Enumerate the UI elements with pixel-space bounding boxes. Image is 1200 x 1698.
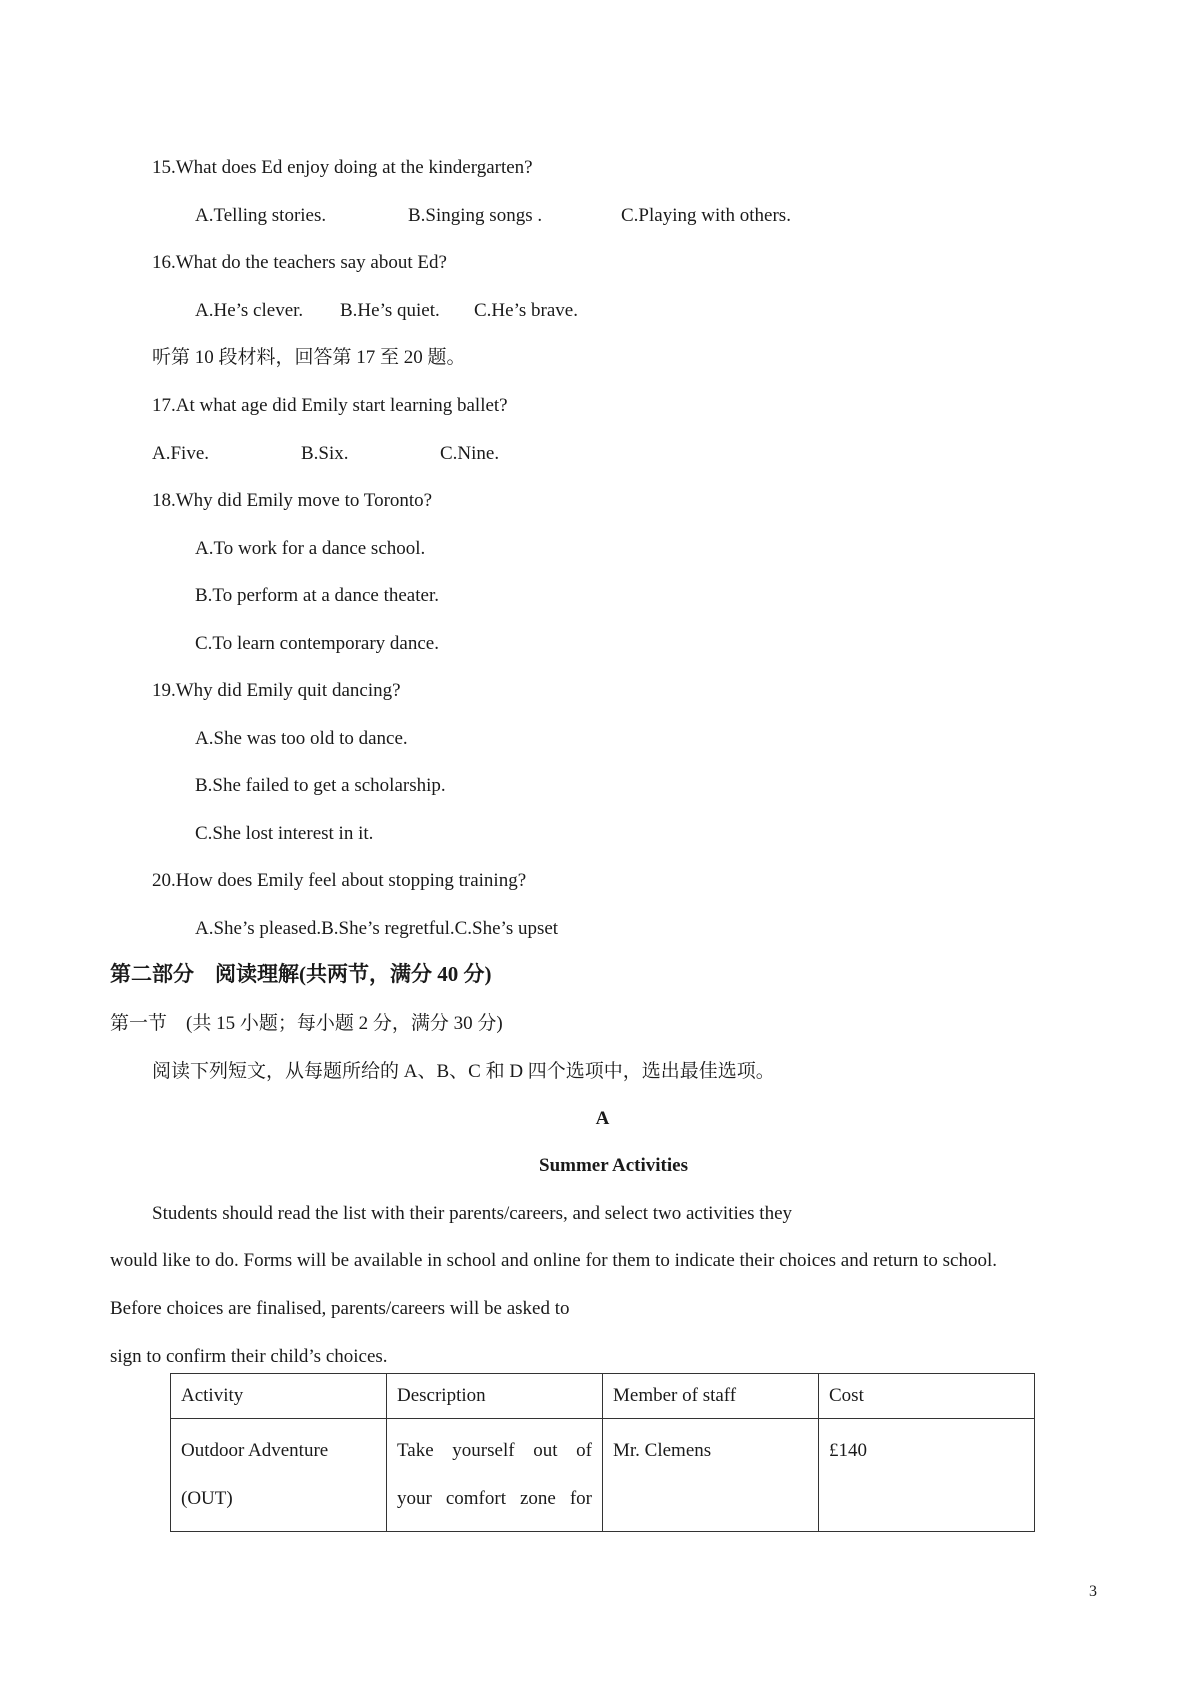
option-19-a: A.She was too old to dance.	[195, 728, 408, 749]
question-number: 15.	[152, 157, 176, 178]
question-15-stem	[152, 156, 533, 180]
option-18-c: C.To learn contemporary dance.	[195, 633, 439, 654]
listening-instruction: 听第 10 段材料，回答第 17 至 20 题。	[152, 347, 466, 368]
description-line: your comfort zone for	[397, 1488, 592, 1509]
passage-letter: A	[595, 1108, 610, 1129]
question-number: 18.	[152, 490, 176, 511]
option-16-a: A.He’s clever.	[195, 300, 304, 321]
option-19-b: B.She failed to get a scholarship.	[195, 775, 446, 796]
cell-activity	[171, 1419, 387, 1532]
question-text: Why did Emily quit dancing?	[175, 680, 401, 701]
cell-cost: £140	[819, 1419, 1035, 1532]
passage-title: Summer Activities	[539, 1155, 688, 1176]
question-text: Why did Emily move to Toronto?	[175, 490, 433, 511]
part2-heading: 第二部分 阅读理解(共两节，满分 40 分)	[110, 962, 492, 986]
table-row	[171, 1419, 1035, 1532]
option-20-inline: A.She’s pleased.B.She’s regretful.C.She’s upset	[195, 918, 559, 939]
question-17-stem	[152, 394, 508, 418]
page-number: 3	[1089, 1583, 1097, 1600]
question-18-stem	[152, 489, 432, 513]
option-18-a: A.To work for a dance school.	[195, 538, 426, 559]
activity-line: Outdoor Adventure	[181, 1440, 329, 1461]
question-number: 19.	[152, 680, 176, 701]
option-15-a: A.Telling stories.	[195, 205, 327, 226]
option-15-b: B.Singing songs .	[408, 205, 543, 226]
question-text: What does Ed enjoy doing at the kindergarten?	[175, 157, 533, 178]
header-cost: Cost	[819, 1374, 1035, 1419]
passage-line-2: would like to do. Forms will be available in school and online for them to indicate their choices and return to school.	[110, 1250, 997, 1271]
table-header-row	[171, 1374, 1035, 1419]
passage-line-4: sign to confirm their child’s choices.	[110, 1346, 388, 1367]
question-text: At what age did Emily start learning ballet?	[175, 395, 508, 416]
reading-instruction: 阅读下列短文，从每题所给的 A、B、C 和 D 四个选项中，选出最佳选项。	[152, 1061, 775, 1082]
passage-line-3: Before choices are finalised, parents/careers will be asked to	[110, 1298, 570, 1319]
option-16-c: C.He’s brave.	[474, 300, 578, 321]
header-member-of-staff: Member of staff	[603, 1374, 819, 1419]
option-17-b: B.Six.	[301, 443, 349, 464]
question-19-stem	[152, 679, 401, 703]
option-16-b: B.He’s quiet.	[340, 300, 440, 321]
question-16-stem	[152, 251, 447, 275]
option-17-a: A.Five.	[152, 443, 209, 464]
question-number: 17.	[152, 395, 176, 416]
cell-description	[387, 1419, 603, 1532]
passage-line-1: Students should read the list with their parents/careers, and select two activities they	[152, 1203, 793, 1224]
option-15-c: C.Playing with others.	[621, 205, 791, 226]
option-18-b: B.To perform at a dance theater.	[195, 585, 439, 606]
description-line: Take yourself out of	[397, 1440, 592, 1461]
question-number: 20.	[152, 870, 176, 891]
question-20-stem	[152, 869, 526, 893]
header-activity: Activity	[171, 1374, 387, 1419]
option-17-c: C.Nine.	[440, 443, 500, 464]
question-text: What do the teachers say about Ed?	[175, 252, 447, 273]
cell-member-of-staff: Mr. Clemens	[603, 1419, 819, 1532]
option-19-c: C.She lost interest in it.	[195, 823, 374, 844]
question-number: 16.	[152, 252, 176, 273]
activities-table	[170, 1373, 1035, 1532]
question-text: How does Emily feel about stopping training?	[175, 870, 527, 891]
section1-heading: 第一节 (共 15 小题；每小题 2 分，满分 30 分)	[110, 1013, 503, 1034]
activity-line: (OUT)	[181, 1488, 233, 1509]
header-description: Description	[387, 1374, 603, 1419]
